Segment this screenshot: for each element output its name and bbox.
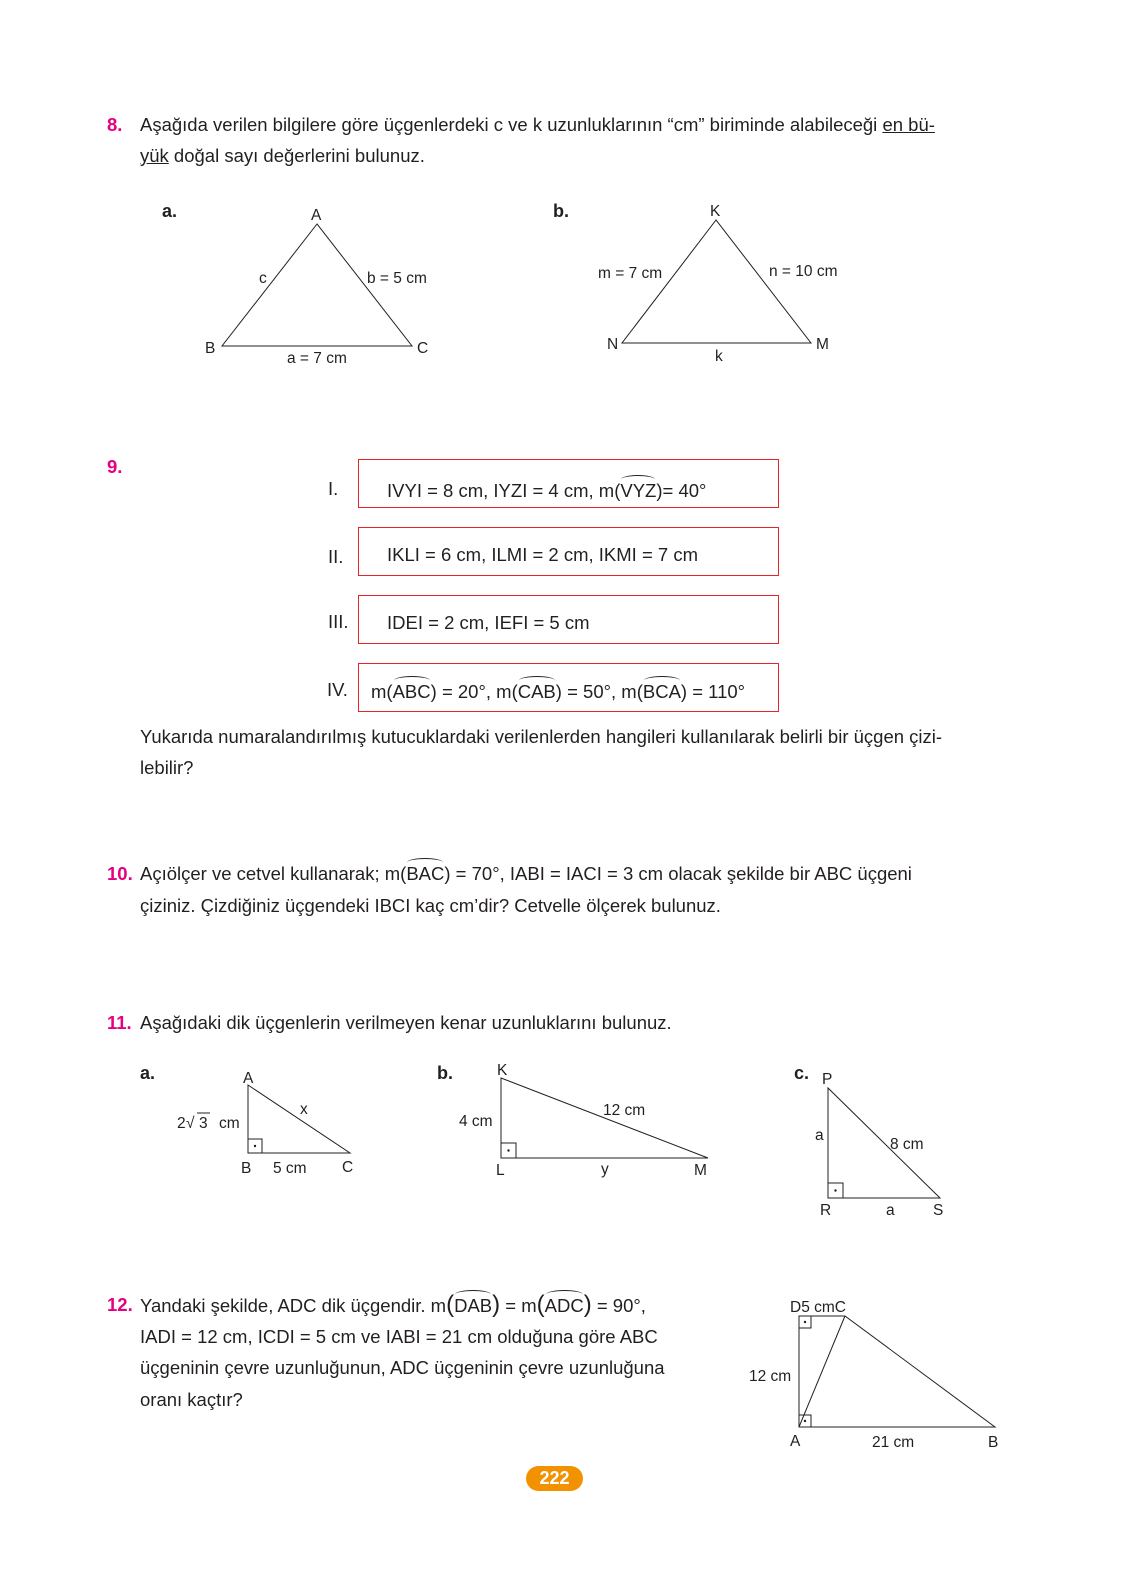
- right-angle-dot: [804, 1321, 806, 1323]
- side-ab-unit: cm: [219, 1115, 240, 1132]
- diagonal-ac: [799, 1316, 845, 1427]
- side-x: x: [300, 1101, 308, 1118]
- side-ad: 12 cm: [749, 1368, 792, 1385]
- question-9-line2: lebilir?: [140, 757, 194, 778]
- condition-4-text: m(ABC) = 20°, m(CAB) = 50°, m(BCA) = 110°: [371, 681, 746, 702]
- side-c: c: [259, 270, 267, 287]
- angle-abc: ABC: [392, 681, 431, 702]
- side-ab-coef: 2: [177, 1115, 186, 1132]
- vertex-c: C: [417, 340, 429, 357]
- c1-text: IVYI = 8 cm, IYZI = 4 cm, m: [387, 480, 615, 501]
- page-number-badge: 222: [526, 1466, 583, 1491]
- vertex-m: M: [694, 1162, 707, 1179]
- side-a: a = 7 cm: [287, 350, 347, 367]
- roman-1: I.: [328, 478, 339, 499]
- angle-bca: BCA: [642, 681, 681, 702]
- vertex-s: S: [933, 1202, 944, 1219]
- vertex-b: B: [205, 340, 216, 357]
- v2: = 50°, m: [561, 681, 637, 702]
- q12-post: = 90°,: [591, 1295, 646, 1316]
- question-9-line1: Yukarıda numaralandırılmış kutucuklardaki verilenlerden hangileri kullanılarak belirli bir üçgen çizi-: [140, 726, 943, 747]
- roman-3: III.: [328, 611, 349, 632]
- fig-label-11a: a.: [140, 1063, 156, 1083]
- question-11-number: 11.: [107, 1012, 132, 1033]
- quadrilateral-abcd-figure: [749, 1299, 998, 1451]
- side-y: y: [601, 1161, 609, 1178]
- angle-bac: BAC: [406, 863, 445, 884]
- side-m: m = 7 cm: [598, 265, 663, 282]
- q8-underlined: en bü-: [882, 114, 935, 135]
- q10-pre: Açıölçer ve cetvel kullanarak; m: [140, 863, 401, 884]
- top-label-d-dc-c: D5 cmC: [790, 1299, 846, 1316]
- side-kl: 4 cm: [459, 1113, 493, 1130]
- q8-text-2: doğal sayı değerlerini bulunuz.: [168, 145, 425, 166]
- vertex-p: P: [822, 1071, 833, 1088]
- side-ab-root: 3: [199, 1115, 208, 1132]
- condition-3-text: IDEI = 2 cm, IEFI = 5 cm: [387, 612, 590, 633]
- side-n: n = 10 cm: [769, 263, 838, 280]
- fig-label-11c: c.: [794, 1063, 810, 1083]
- q8-text: Aşağıda verilen bilgilere göre üçgenlerdeki c ve k uzunluklarının “cm” biriminde alabileceği: [140, 114, 883, 135]
- condition-2-text: IKLI = 6 cm, ILMI = 2 cm, IKMI = 7 cm: [387, 544, 698, 565]
- v3: = 110°: [687, 681, 746, 702]
- triangle-11a: [248, 1085, 350, 1153]
- angle-vyz: VYZ: [620, 480, 657, 501]
- v1: = 20°, m: [436, 681, 512, 702]
- sqrt-sign: √: [186, 1115, 195, 1132]
- angle-adc: ADC: [544, 1295, 584, 1316]
- m-label: m: [371, 681, 387, 702]
- right-triangle-prs: [794, 1063, 943, 1219]
- vertex-k: K: [710, 203, 721, 220]
- right-angle-dot: [507, 1149, 509, 1151]
- roman-4: IV.: [327, 679, 348, 700]
- question-12-line1: Yandaki şekilde, ADC dik üçgendir. m(DAB) = m(ADC) = 90°,: [140, 1291, 646, 1318]
- condition-1-text: IVYI = 8 cm, IYZI = 4 cm, m(VYZ)= 40°: [387, 480, 707, 501]
- question-12-line4: oranı kaçtır?: [140, 1389, 243, 1410]
- vertex-r: R: [820, 1202, 832, 1219]
- question-8-number: 8.: [107, 114, 123, 135]
- right-angle-dot: [834, 1189, 836, 1191]
- question-10-number: 10.: [107, 863, 133, 884]
- vertex-b: B: [988, 1434, 999, 1451]
- question-10-line1: Açıölçer ve cetvel kullanarak; m(BAC) = 70°, IABI = IACI = 3 cm olacak şekilde bir ABC üçgeni: [140, 863, 912, 884]
- side-rs: a: [886, 1202, 895, 1219]
- question-12-line3: üçgeninin çevre uzunluğunun, ADC üçgeninin çevre uzunluğuna: [140, 1357, 665, 1378]
- vertex-l: L: [496, 1162, 505, 1179]
- angle-cab: CAB: [517, 681, 556, 702]
- right-angle-dot: [804, 1420, 806, 1422]
- side-pr: a: [815, 1127, 824, 1144]
- quadrilateral-abcd: [799, 1316, 995, 1427]
- q10-post: = 70°, IABI = IACI = 3 cm olacak şekilde bir ABC üçgeni: [450, 863, 912, 884]
- fig-label-a: a.: [162, 201, 178, 221]
- q12-mid: = m: [500, 1295, 537, 1316]
- right-triangle-abc: [140, 1063, 353, 1177]
- question-12-number: 12.: [107, 1294, 133, 1315]
- q8-underlined-2: yük: [140, 145, 169, 166]
- fig-label-11b: b.: [437, 1063, 453, 1083]
- vertex-a: A: [243, 1070, 254, 1087]
- question-11-text: Aşağıdaki dik üçgenlerin verilmeyen kenar uzunluklarını bulunuz.: [140, 1012, 672, 1033]
- right-triangle-klm: [437, 1062, 708, 1179]
- roman-2: II.: [328, 546, 344, 567]
- side-bc: 5 cm: [273, 1160, 307, 1177]
- side-ps: 8 cm: [890, 1136, 924, 1153]
- triangle-knm-figure: [553, 201, 838, 365]
- triangle-abc-figure: [162, 201, 428, 367]
- fig-label-b: b.: [553, 201, 569, 221]
- c1-value: = 40°: [662, 480, 707, 501]
- vertex-a: A: [790, 1433, 801, 1450]
- question-9-number: 9.: [107, 456, 123, 477]
- angle-dab: DAB: [454, 1295, 493, 1316]
- vertex-c: C: [342, 1159, 354, 1176]
- q12-pre: Yandaki şekilde, ADC dik üçgendir. m: [140, 1295, 447, 1316]
- right-angle-dot: [254, 1145, 256, 1147]
- vertex-k: K: [497, 1062, 508, 1079]
- vertex-b: B: [241, 1160, 252, 1177]
- side-ab: 21 cm: [872, 1434, 915, 1451]
- side-km: 12 cm: [603, 1102, 646, 1119]
- question-10-line2: çiziniz. Çizdiğiniz üçgendeki IBCI kaç cm’dir? Cetvelle ölçerek bulunuz.: [140, 895, 721, 916]
- vertex-n: N: [607, 336, 619, 353]
- side-k: k: [715, 348, 723, 365]
- question-12-line2: IADI = 12 cm, ICDI = 5 cm ve IABI = 21 cm olduğuna göre ABC: [140, 1326, 658, 1347]
- vertex-m: M: [816, 336, 829, 353]
- side-b: b = 5 cm: [367, 270, 427, 287]
- vertex-a: A: [311, 207, 322, 224]
